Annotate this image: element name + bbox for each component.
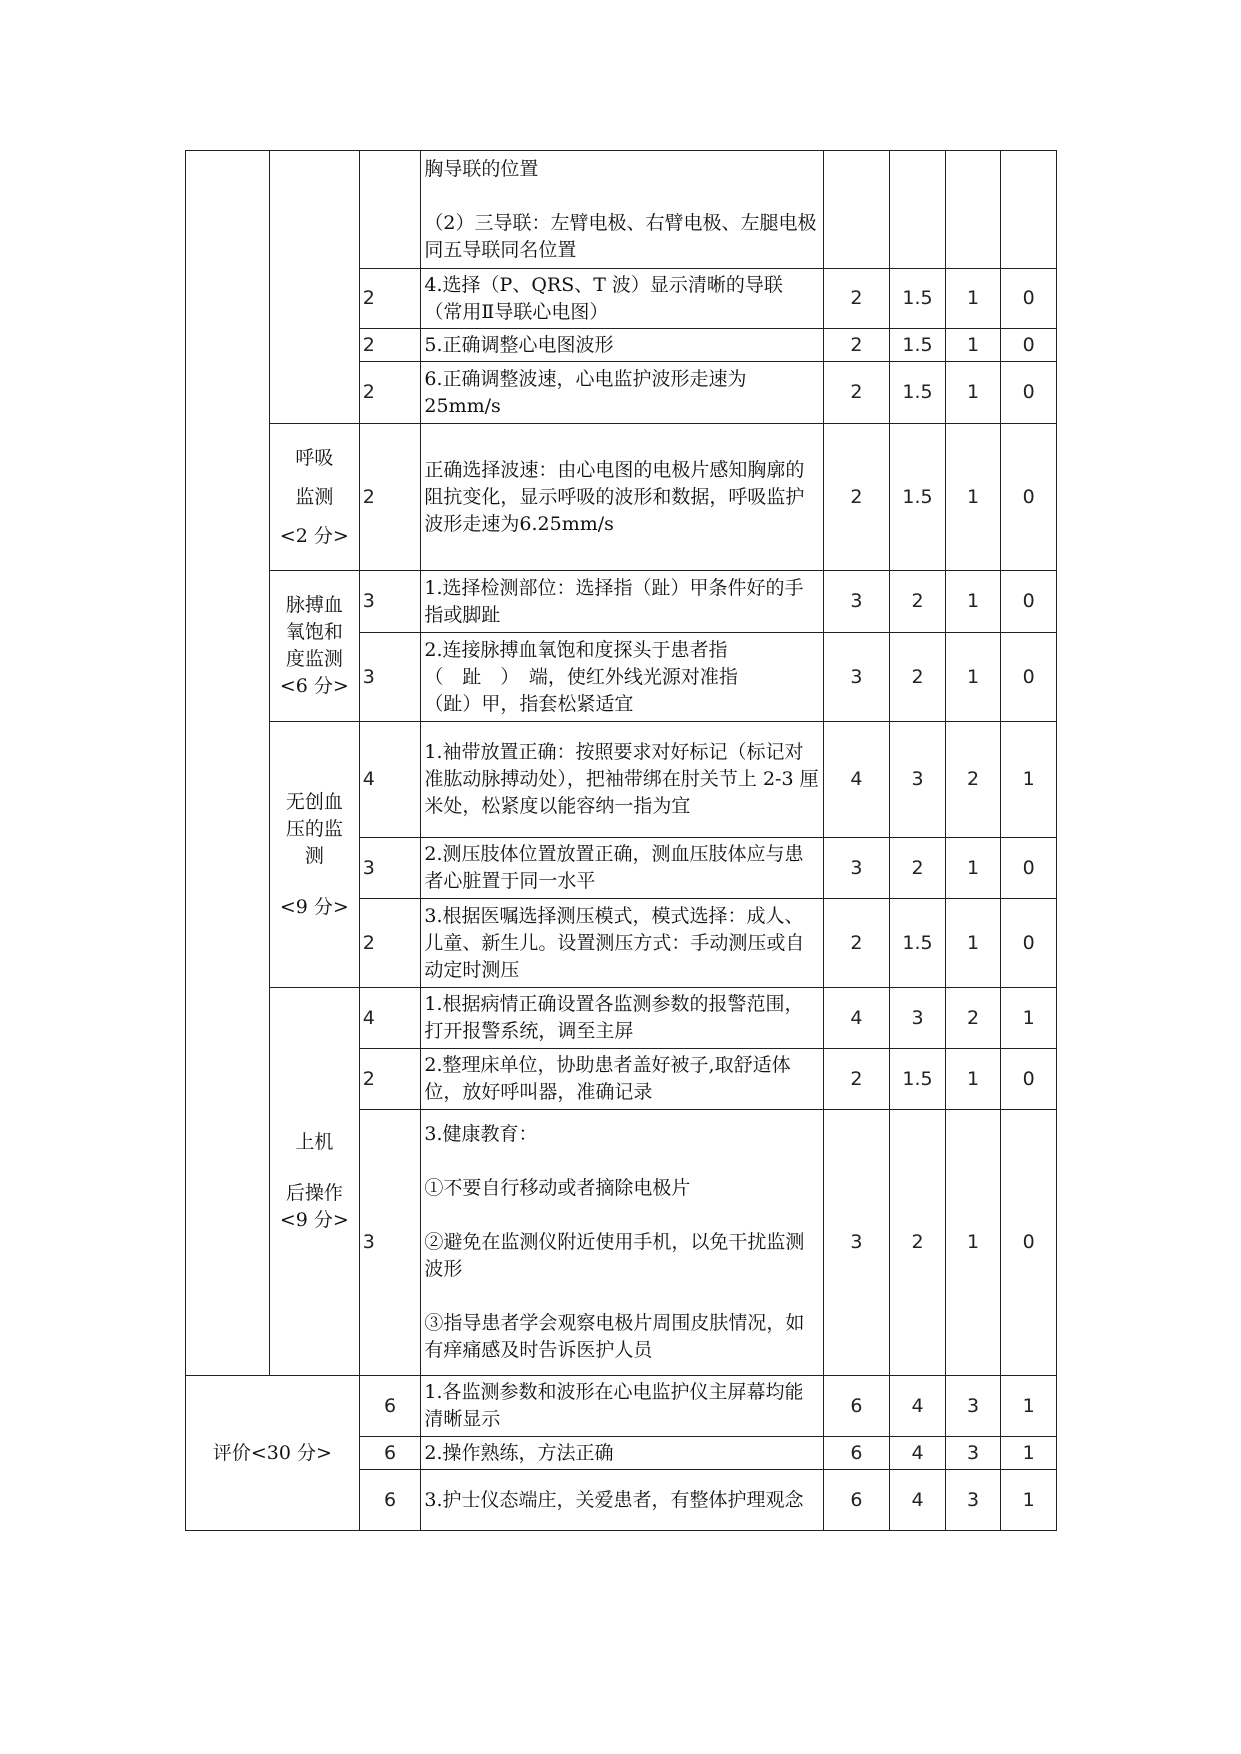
score-cell-d: 0	[1001, 1049, 1057, 1110]
item-text: 3.健康教育：	[424, 1123, 538, 1145]
score-cell-a: 4	[823, 722, 890, 838]
score-cell-d: 0	[1001, 424, 1057, 571]
score-cell-a: 3	[823, 1110, 890, 1376]
points-cell: 4	[359, 722, 421, 838]
score-cell-c: 2	[945, 988, 1001, 1049]
table-row	[186, 988, 1057, 1049]
table-row	[186, 571, 1057, 633]
score-cell-d: 0	[1001, 362, 1057, 424]
section-label: 监测	[295, 485, 334, 508]
score-cell-d: 0	[1001, 899, 1057, 988]
item-description: 1.各监测参数和波形在心电监护仪主屏幕均能清晰显示	[421, 1376, 823, 1437]
item-description: 1.选择检测部位：选择指（趾）甲条件好的手指或脚趾	[421, 571, 823, 633]
points-cell: 2	[359, 269, 421, 329]
section-label: 压的监	[285, 817, 343, 840]
section-score: <9 分>	[279, 895, 349, 918]
score-cell-c: 1	[945, 329, 1001, 362]
score-cell-c: 1	[945, 1110, 1001, 1376]
item-text: 胸导联的位置	[424, 157, 539, 180]
score-cell-b: 3	[890, 722, 946, 838]
score-cell-a: 6	[823, 1437, 890, 1470]
score-cell-a: 2	[823, 329, 890, 362]
points-cell: 6	[359, 1437, 421, 1470]
score-cell-a: 2	[823, 899, 890, 988]
score-cell-d: 0	[1001, 571, 1057, 633]
score-cell-c: 2	[945, 722, 1001, 838]
table-row	[186, 722, 1057, 838]
score-cell-d: 0	[1001, 269, 1057, 329]
score-cell-b: 2	[890, 1110, 946, 1376]
section-label: 测	[304, 844, 324, 867]
section-post-op	[269, 988, 359, 1376]
score-cell-b: 4	[890, 1376, 946, 1437]
score-cell-d: 1	[1001, 722, 1057, 838]
score-cell-a: 3	[823, 838, 890, 899]
points-cell: 2	[359, 899, 421, 988]
points-cell: 3	[359, 1110, 421, 1376]
points-cell: 6	[359, 1470, 421, 1531]
section-nibp	[269, 722, 359, 988]
score-cell-b: 1.5	[890, 329, 946, 362]
score-cell-c: 1	[945, 899, 1001, 988]
score-cell-a: 2	[823, 269, 890, 329]
item-description: 3.护士仪态端庄，关爱患者，有整体护理观念	[421, 1470, 823, 1531]
points-cell	[359, 151, 421, 269]
score-cell-b: 2	[890, 571, 946, 633]
table-row	[186, 424, 1057, 571]
points-cell: 6	[359, 1376, 421, 1437]
points-cell: 3	[359, 633, 421, 722]
score-cell-b	[890, 151, 946, 269]
score-cell-c: 3	[945, 1437, 1001, 1470]
item-description	[421, 1110, 823, 1376]
score-cell-c: 1	[945, 1049, 1001, 1110]
score-cell-d: 1	[1001, 1376, 1057, 1437]
points-cell: 2	[359, 329, 421, 362]
score-cell-a: 2	[823, 1049, 890, 1110]
score-cell-b: 2	[890, 838, 946, 899]
section-label: 度监测	[285, 648, 343, 670]
section-score: <6 分>	[279, 675, 349, 697]
table-row	[186, 151, 1057, 269]
item-description: 1.袖带放置正确：按照要求对好标记（标记对准肱动脉搏动处），把袖带绑在肘关节上 2-3 厘米处，松紧度以能容纳一指为宜	[421, 722, 823, 838]
score-cell-d: 0	[1001, 329, 1057, 362]
item-description: 2.操作熟练，方法正确	[421, 1437, 823, 1470]
score-cell-d: 0	[1001, 838, 1057, 899]
points-cell: 2	[359, 424, 421, 571]
score-cell-c: 1	[945, 838, 1001, 899]
score-cell-b: 1.5	[890, 424, 946, 571]
score-cell-a: 2	[823, 424, 890, 571]
score-cell-d: 1	[1001, 1470, 1057, 1531]
table-row	[186, 1376, 1057, 1437]
points-cell: 3	[359, 571, 421, 633]
item-description: 1.根据病情正确设置各监测参数的报警范围，打开报警系统，调至主屏	[421, 988, 823, 1049]
item-description: 正确选择波速：由心电图的电极片感知胸廓的阻抗变化，显示呼吸的波形和数据，呼吸监护波形走速为6.25mm/s	[421, 424, 823, 571]
score-cell-b: 1.5	[890, 1049, 946, 1110]
section-label: 上机	[295, 1131, 334, 1153]
score-cell-d: 0	[1001, 633, 1057, 722]
score-cell-b: 1.5	[890, 269, 946, 329]
score-cell-b: 1.5	[890, 362, 946, 424]
score-cell-a: 3	[823, 571, 890, 633]
score-cell-a	[823, 151, 890, 269]
item-description: 2.整理床单位，协助患者盖好被子,取舒适体位，放好呼叫器，准确记录	[421, 1049, 823, 1110]
section-score: <9 分>	[279, 1209, 349, 1231]
item-text: （ 趾 ） 端，使红外线光源对准指	[424, 665, 738, 688]
section-spo2	[269, 571, 359, 722]
score-cell-b: 4	[890, 1470, 946, 1531]
score-cell-b: 3	[890, 988, 946, 1049]
score-cell-a: 6	[823, 1376, 890, 1437]
item-description: 3.根据医嘱选择测压模式，模式选择：成人、儿童、新生儿。设置测压方式：手动测压或自动定时测压	[421, 899, 823, 988]
score-cell-c: 3	[945, 1470, 1001, 1531]
item-description: 4.选择（P、QRS、T 波）显示清晰的导联（常用Ⅱ导联心电图）	[421, 269, 823, 329]
score-cell-d: 1	[1001, 1437, 1057, 1470]
section-score: <2 分>	[279, 524, 349, 547]
item-text: （2）三导联：左臂电极、右臂电极、左腿电极同五导联同名位置	[424, 211, 817, 261]
points-cell: 2	[359, 1049, 421, 1110]
score-cell-c: 1	[945, 269, 1001, 329]
item-text: ①不要自行移动或者摘除电极片	[424, 1177, 691, 1199]
scoring-table	[185, 150, 1057, 1531]
item-description: 2.测压肢体位置放置正确，测血压肢体应与患者心脏置于同一水平	[421, 838, 823, 899]
item-text: ③指导患者学会观察电极片周围皮肤情况，如有痒痛感及时告诉医护人员	[424, 1312, 805, 1361]
score-cell-a: 4	[823, 988, 890, 1049]
item-text: ②避免在监测仪附近使用手机，以免干扰监测波形	[424, 1231, 805, 1280]
item-description	[421, 151, 823, 269]
points-cell: 4	[359, 988, 421, 1049]
item-text: 2.连接脉搏血氧饱和度探头于患者指	[424, 638, 728, 661]
score-cell-d: 0	[1001, 1110, 1057, 1376]
score-cell-a: 2	[823, 362, 890, 424]
section-cell-blank	[269, 151, 359, 424]
points-cell: 3	[359, 838, 421, 899]
section-label: 无创血	[285, 790, 343, 813]
item-description: 6.正确调整波速，心电监护波形走速为25mm/s	[421, 362, 823, 424]
score-cell-d: 1	[1001, 988, 1057, 1049]
section-label: 后操作	[285, 1182, 343, 1204]
item-description: 5.正确调整心电图波形	[421, 329, 823, 362]
section-respiration	[269, 424, 359, 571]
score-cell-a: 6	[823, 1470, 890, 1531]
score-cell-b: 1.5	[890, 899, 946, 988]
score-cell-a: 3	[823, 633, 890, 722]
score-cell-c: 1	[945, 571, 1001, 633]
item-description	[421, 633, 823, 722]
score-cell-c: 1	[945, 362, 1001, 424]
item-text: （趾）甲，指套松紧适宜	[424, 692, 634, 715]
points-cell: 2	[359, 362, 421, 424]
score-cell-d	[1001, 151, 1057, 269]
score-cell-b: 2	[890, 633, 946, 722]
score-cell-b: 4	[890, 1437, 946, 1470]
category-cell-blank	[186, 151, 270, 1376]
score-cell-c: 3	[945, 1376, 1001, 1437]
section-label: 氧饱和	[285, 621, 343, 643]
score-cell-c	[945, 151, 1001, 269]
section-label: 脉搏血	[285, 594, 343, 616]
section-evaluation: 评价<30 分>	[186, 1376, 360, 1531]
score-cell-c: 1	[945, 424, 1001, 571]
score-cell-c: 1	[945, 633, 1001, 722]
section-label: 呼吸	[295, 446, 334, 469]
